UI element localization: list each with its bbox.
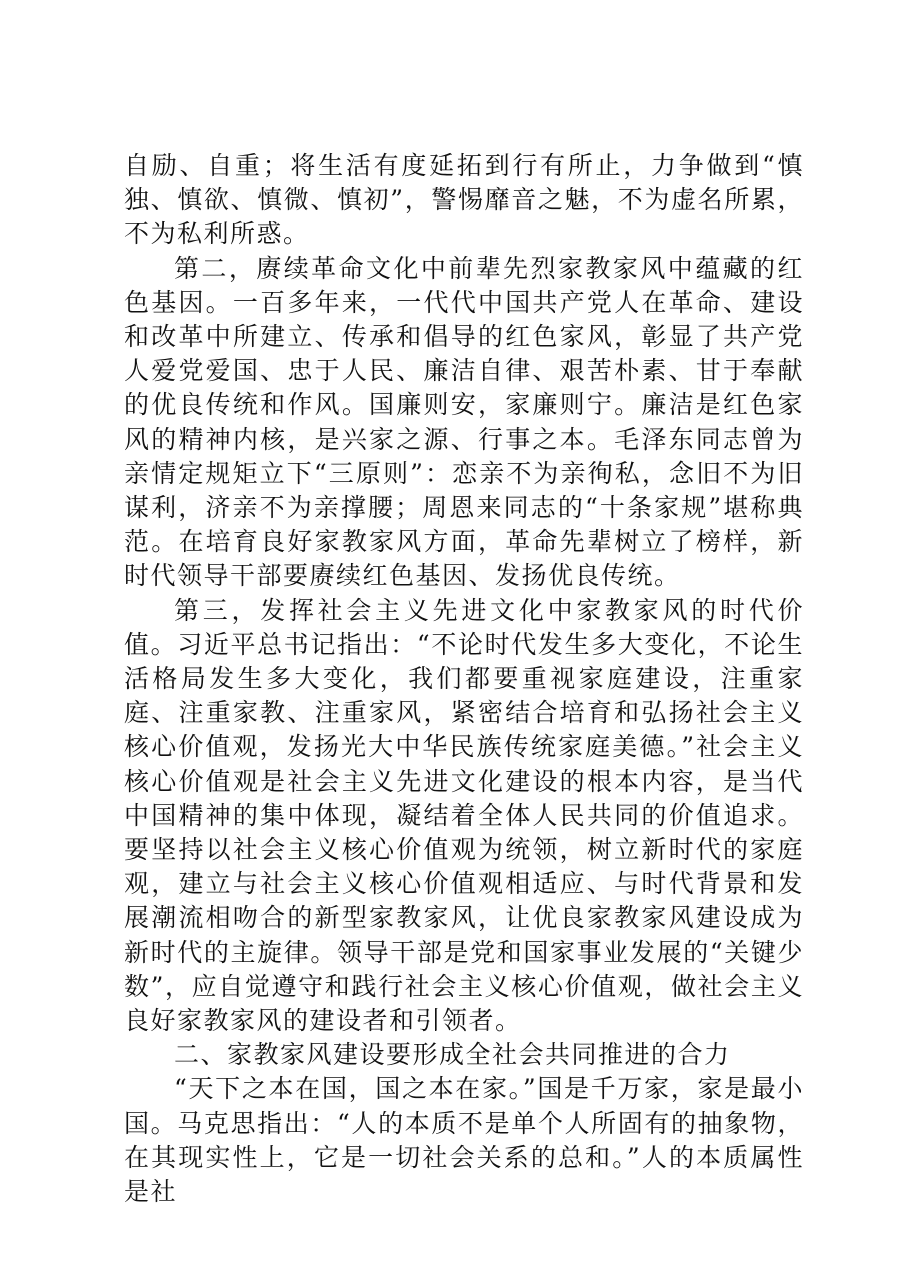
section-heading: 二、家教家风建设要形成全社会共同推进的合力 (174, 1040, 731, 1070)
paragraph-section-two-intro: “天下之本在国，国之本在家。”国是千万家，家是最小国。马克思指出：“人的本质不是单个人所固有的抽象物，在其现实性上，它是一切社会关系的总和。”人的本质属性是社 (124, 1074, 804, 1207)
document-body (124, 149, 804, 1209)
paragraph-continuation: 自励、自重；将生活有度延拓到行有所止，力争做到“慎独、慎欲、慎微、慎初”，警惕靡音之魅，不为虚名所累，不为私利所惑。 (124, 151, 804, 249)
paragraph-second-point: 第二，赓续革命文化中前辈先烈家教家风中蕴藏的红色基因。一百多年来，一代代中国共产党人在革命、建设和改革中所建立、传承和倡导的红色家风，彰显了共产党人爱党爱国、忠于人民、廉洁自律、艰苦朴素、甘于奉献的优良传统和作风。国廉则安，家廉则宁。廉洁是红色家风的精神内核，是兴家之源、行事之本。毛泽东同志曾为亲情定规矩立下“三原则”：恋亲不为亲徇私，念旧不为旧谋利，济亲不为亲撑腰；周恩来同志的“十条家规”堪称典范。在培育良好家教家风方面，革命先辈树立了榜样，新时代领导干部要赓续红色基因、发扬优良传统。 (124, 253, 804, 591)
paragraph-third-point: 第三，发挥社会主义先进文化中家教家风的时代价值。习近平总书记指出：“不论时代发生多大变化，不论生活格局发生多大变化，我们都要重视家庭建设，注重家庭、注重家教、注重家风，紧密结合培育和弘扬社会主义核心价值观，发扬光大中华民族传统家庭美德。”社会主义核心价值观是社会主义先进文化建设的根本内容，是当代中国精神的集中体现，凝结着全体人民共同的价值追求。要坚持以社会主义核心价值观为统领，树立新时代的家庭观，建立与社会主义核心价值观相适应、与时代背景和发展潮流相吻合的新型家教家风，让优良家教家风建设成为新时代的主旋律。领导干部是党和国家事业发展的“关键少数”，应自觉遵守和践行社会主义核心价值观，做社会主义良好家教家风的建设者和引领者。 (124, 595, 804, 1036)
